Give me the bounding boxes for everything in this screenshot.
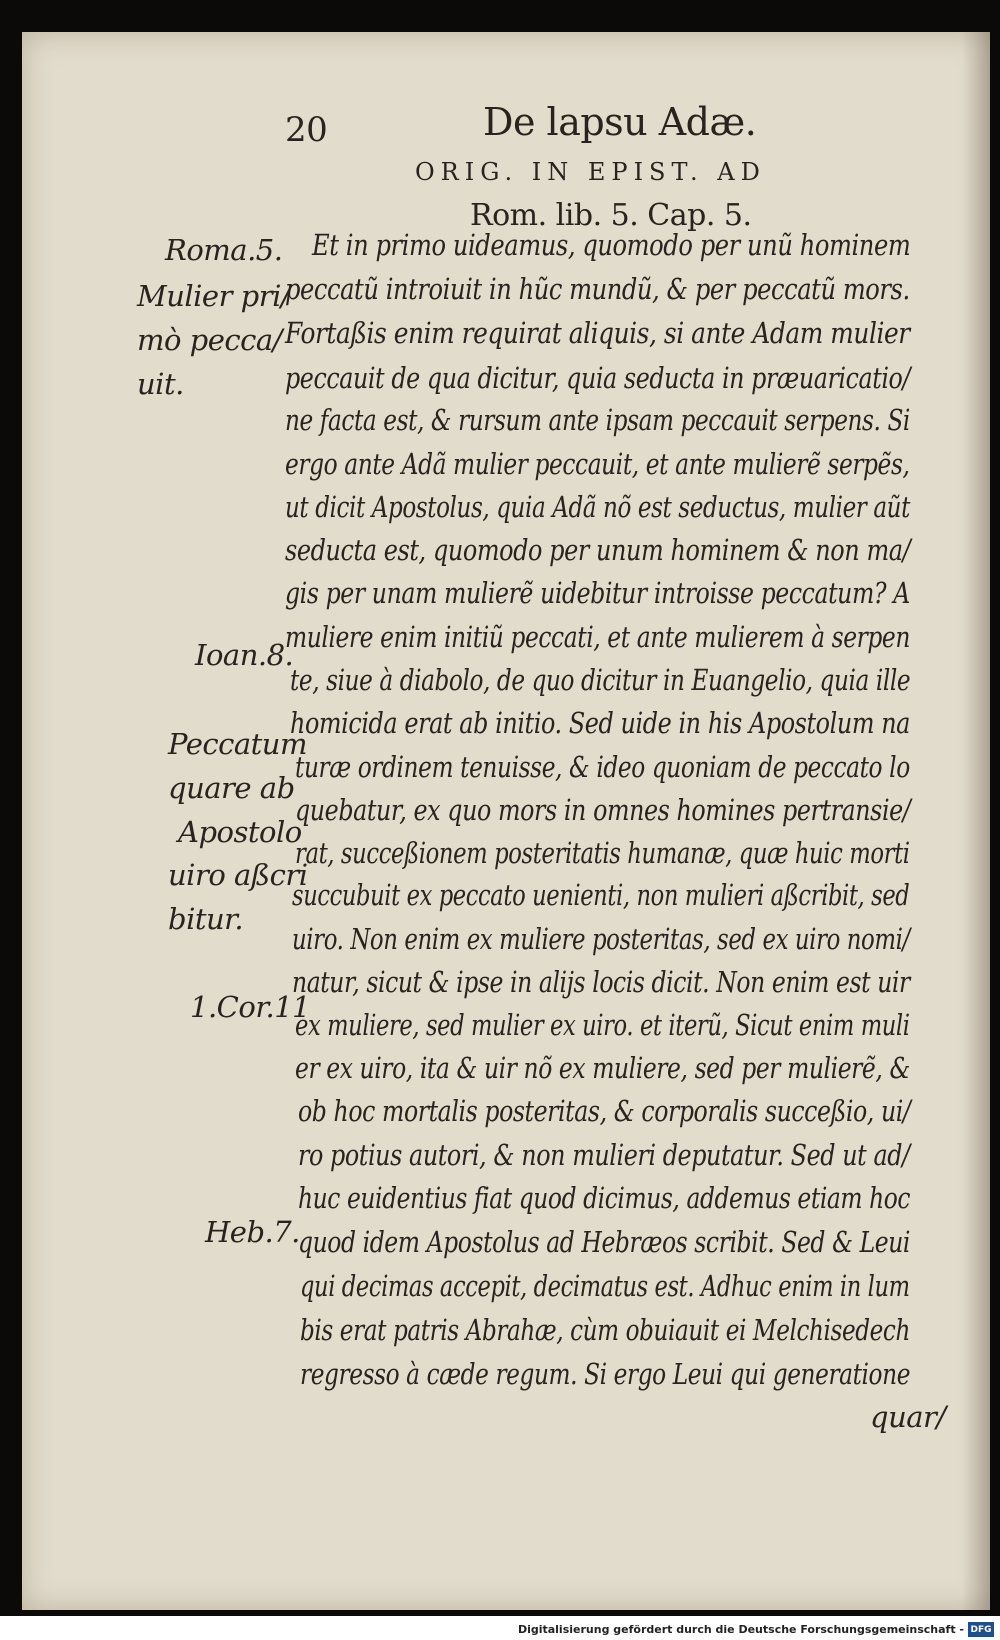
margin-note: bitur.	[168, 902, 244, 936]
section-subheading: Rom. lib. 5. Cap. 5.	[470, 198, 752, 233]
body-line: qui decimas accepit, decimatus est. Adhuc enim in lum	[300, 1269, 910, 1303]
body-line: bis erat patris Abrahæ, cùm obuiauit ei Melchisedech	[300, 1313, 910, 1347]
catchword: quar/	[870, 1400, 946, 1434]
body-line: homicida erat ab initio. Sed uide in his Apostolum na	[290, 706, 910, 740]
funding-credit: Digitalisierung gefördert durch die Deutsche Forschungsgemeinschaft -	[517, 1623, 964, 1636]
body-line: regresso à cæde regum. Si ergo Leui qui generatione	[300, 1357, 911, 1391]
section-heading: ORIG. IN EPIST. AD	[415, 158, 766, 186]
margin-note: quare ab	[168, 771, 295, 805]
body-line: quod idem Apostolus ad Hebræos scribit. Sed & Leui	[298, 1225, 910, 1259]
body-line: turæ ordinem tenuisse, & ideo quoniam de peccato lo	[295, 750, 910, 784]
body-line: succubuit ex peccato uenienti, non mulieri aßcribit, sed	[292, 878, 910, 912]
margin-note: uit.	[137, 367, 184, 401]
page-number: 20	[285, 110, 328, 150]
body-line: Et in primo uideamus, quomodo per unũ hominem	[312, 228, 911, 262]
body-line: peccauit de qua dicitur, quia seducta in præuaricatio/	[285, 361, 911, 395]
margin-note: Peccatum	[168, 727, 307, 761]
margin-note: Heb.7.	[205, 1215, 300, 1249]
margin-note: Mulier pri/	[137, 279, 291, 313]
body-line: quebatur, ex quo mors in omnes homines pertransie/	[295, 793, 911, 827]
footer-bar	[0, 1616, 1000, 1640]
margin-note: Ioan.8.	[195, 638, 294, 672]
body-line: ut dicit Apostolus, quia Adã nõ est seductus, mulier aũt	[285, 490, 910, 524]
body-line: ob hoc mortalis posteritas, & corporalis succeßio, ui/	[298, 1094, 911, 1128]
body-line: ex muliere, sed mulier ex uiro. et iterũ, Sicut enim muli	[295, 1008, 910, 1042]
body-line: ro potius autori, & non mulieri deputatur. Sed ut ad/	[298, 1138, 910, 1172]
body-line: seducta est, quomodo per unum hominem & non ma/	[285, 533, 911, 567]
body-line: huc euidentius fiat quod dicimus, addemus etiam hoc	[298, 1181, 911, 1215]
margin-note: Apostolo	[178, 815, 302, 849]
body-line: ergo ante Adã mulier peccauit, et ante mulierẽ serpẽs,	[285, 447, 910, 481]
body-line: natur, sicut & ipse in alijs locis dicit. Non enim est uir	[292, 965, 910, 999]
body-line: peccatũ introiuit in hũc mundũ, & per peccatũ mors.	[285, 272, 910, 306]
page-edge-shadow	[962, 32, 990, 1610]
body-line: rat, succeßionem posteritatis humanæ, quæ huic morti	[295, 836, 910, 870]
body-line: ne facta est, & rursum ante ipsam peccauit serpens. Si	[285, 403, 910, 437]
body-line: te, siue à diabolo, de quo dicitur in Euangelio, quia ille	[290, 663, 911, 697]
margin-note: uiro aßcri	[168, 858, 308, 892]
running-title: De lapsu Adæ.	[483, 100, 757, 144]
body-line: er ex uiro, ita & uir nõ ex muliere, sed per mulierẽ, &	[295, 1051, 910, 1085]
body-line: uiro. Non enim ex muliere posteritas, sed ex uiro nomi/	[292, 922, 910, 956]
margin-note: mò pecca/	[137, 323, 282, 357]
margin-note: Roma.5.	[165, 233, 283, 267]
body-line: gis per unam mulierẽ uidebitur introisse peccatum? A	[285, 576, 910, 610]
margin-note: 1.Cor.11	[190, 990, 311, 1024]
body-line: Fortaßis enim requirat aliquis, si ante Adam mulier	[285, 316, 910, 350]
body-line: muliere enim initiũ peccati, et ante mulierem à serpen	[285, 620, 910, 654]
dfg-logo: DFG	[968, 1622, 994, 1637]
